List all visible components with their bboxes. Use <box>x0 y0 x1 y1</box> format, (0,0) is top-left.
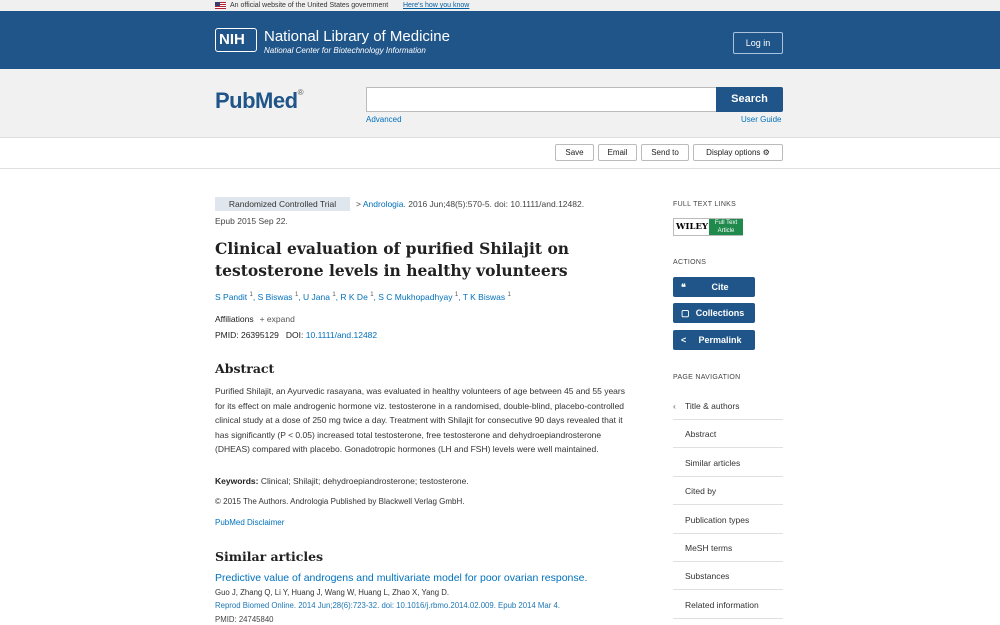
nav-substances[interactable] <box>673 562 783 590</box>
author-link[interactable]: S Pandit <box>215 292 248 302</box>
user-guide-link[interactable]: User Guide <box>741 115 782 124</box>
expand-affiliations[interactable]: + expand <box>259 314 295 324</box>
advanced-search-link[interactable]: Advanced <box>366 115 402 124</box>
login-button[interactable]: Log in <box>733 32 783 54</box>
doi-link[interactable]: 10.1111/and.12482 <box>305 330 378 340</box>
chevron-left-icon: ‹ <box>673 401 676 411</box>
copyright-notice: © 2015 The Authors. Andrologia Published by Blackwell Verlag GmbH. <box>215 497 465 506</box>
display-options-button[interactable] <box>693 144 783 161</box>
search-input[interactable] <box>366 87 717 112</box>
wiley-full-text-link[interactable] <box>673 218 743 236</box>
author-link[interactable]: T K Biswas <box>462 292 506 302</box>
affiliations-label: Affiliations <box>215 314 254 324</box>
nav-label: Substances <box>685 571 730 581</box>
nav-publication-types[interactable] <box>673 506 783 534</box>
nlm-title[interactable]: National Library of Medicine <box>264 28 450 45</box>
full-text-article-label: Full Text Article <box>709 219 743 235</box>
citation-text: 2016 Jun;48(5):570-5. doi: 10.1111/and.12482. <box>408 199 585 209</box>
actions-label: ACTIONS <box>673 259 707 266</box>
email-button[interactable]: Email <box>598 144 637 161</box>
how-you-know-link[interactable]: Here's how you know <box>403 2 470 9</box>
similar-article-authors: Guo J, Zhang Q, Li Y, Huang J, Wang W, Huang L, Zhao X, Yang D. <box>215 588 450 597</box>
nav-cited-by[interactable] <box>673 477 783 505</box>
nav-label: Related information <box>685 600 759 610</box>
nav-label: MeSH terms <box>685 543 733 553</box>
gov-banner-text: An official website of the United States government <box>230 2 389 9</box>
journal-link[interactable]: Andrologia. <box>362 199 406 209</box>
save-button[interactable]: Save <box>555 144 594 161</box>
gov-banner <box>0 0 1000 11</box>
full-text-links-label: FULL TEXT LINKS <box>673 201 737 208</box>
display-options-label: Display options <box>706 148 761 157</box>
publication-type-badge[interactable]: Randomized Controlled Trial <box>215 197 350 211</box>
search-band <box>0 69 1000 138</box>
affiliations-toggle[interactable] <box>215 314 295 324</box>
wiley-logo: WILEY <box>676 222 709 232</box>
cite-label: Cite <box>711 282 729 292</box>
affiliation-marker[interactable]: 1 <box>294 292 299 299</box>
gear-icon: ⚙ <box>762 148 770 157</box>
pubmed-logo-text: PubMed <box>215 88 298 113</box>
search-button[interactable]: Search <box>716 87 783 112</box>
bookmark-icon: ▢ <box>681 308 690 318</box>
affiliation-marker[interactable]: 1 <box>370 292 374 299</box>
affiliation-marker[interactable]: 1 <box>332 292 336 299</box>
pmid: PMID: 26395129 <box>215 330 279 340</box>
collections-label: Collections <box>695 308 745 318</box>
nav-title-authors[interactable] <box>673 392 783 420</box>
author-link[interactable]: U Jana <box>303 292 330 302</box>
send-to-button[interactable]: Send to <box>641 144 689 161</box>
affiliation-marker[interactable]: 1 <box>454 292 459 299</box>
pubmed-logo[interactable] <box>215 88 303 114</box>
author-link[interactable]: S Biswas <box>257 292 293 302</box>
affiliation-marker[interactable]: 1 <box>249 292 253 299</box>
quote-icon: ❝ <box>681 282 686 292</box>
identifiers-line <box>215 330 377 340</box>
registered-mark: ® <box>297 88 303 97</box>
page-navigation-label: PAGE NAVIGATION <box>673 374 741 381</box>
author-link[interactable]: R K De <box>340 292 368 302</box>
nav-label: Abstract <box>685 429 717 439</box>
permalink-button[interactable] <box>673 330 755 350</box>
keywords <box>215 476 469 486</box>
nav-label: Similar articles <box>685 458 741 468</box>
keywords-label: Keywords: <box>215 476 259 486</box>
nav-mesh-terms[interactable] <box>673 534 783 562</box>
citation-line <box>356 199 584 209</box>
doi-label: DOI: <box>285 330 304 340</box>
similar-articles-heading: Similar articles <box>215 549 324 564</box>
abstract-text: Purified Shilajit, an Ayurvedic rasayana, was evaluated in healthy volunteers of age between 45 and 55 years for its effect on male androgenic hormone viz. testosterone in a randomised, double-blind, placebo-controlled clinical study at a dose of 250 mg twice a day. Treatment with Shilajit for consecutive 90 days revealed that it has significantly (P < 0.05) increased total testosterone, free testosterone and dehydroepiandrosterone (DHEAS) compared with placebo. Gonadotropic hormones (LH and FSH) levels were well maintained. <box>215 386 625 454</box>
nav-abstract[interactable] <box>673 420 783 448</box>
nav-label: Cited by <box>685 486 717 496</box>
nih-header <box>0 11 1000 69</box>
nav-label: Title & authors <box>685 401 740 411</box>
ncbi-subtitle: National Center for Biotechnology Information <box>264 46 426 55</box>
author-link[interactable]: S C Mukhopadhyay <box>378 292 453 302</box>
affiliation-marker[interactable]: 1 <box>507 292 511 299</box>
abstract-heading: Abstract <box>215 361 275 376</box>
similar-article-pmid: PMID: 24745840 <box>215 615 274 624</box>
pubmed-disclaimer-link[interactable]: PubMed Disclaimer <box>215 518 285 527</box>
author-list: S Pandit $^1$, S Biswas $^1$, U Jana $^1$, R K De $^1$, S C Mukhopadhyay $^1$, T K Biswas $^1$ <box>215 292 511 302</box>
nih-logo[interactable]: NIH <box>215 28 257 52</box>
cite-button[interactable] <box>673 277 755 297</box>
article-toolbar <box>0 137 1000 169</box>
share-icon: < <box>681 335 687 345</box>
article-title: Clinical evaluation of purified Shilajit on testosterone levels in healthy volunteers <box>215 239 570 280</box>
epub-date: Epub 2015 Sep 22. <box>215 216 288 226</box>
chevron-right-icon: > <box>356 199 361 209</box>
nav-related-information[interactable] <box>673 591 783 619</box>
nav-label: Publication types <box>685 515 750 525</box>
permalink-label: Permalink <box>698 335 742 345</box>
similar-article-journal: Reprod Biomed Online. 2014 Jun;28(6):723-32. doi: 10.1016/j.rbmo.2014.02.009. Epub 2014 Mar 4. <box>215 601 561 610</box>
us-flag-icon <box>215 2 226 9</box>
nav-similar-articles[interactable] <box>673 449 783 477</box>
collections-button[interactable] <box>673 303 755 323</box>
keywords-values: Clinical; Shilajit; dehydroepiandrosterone; testosterone. <box>260 476 469 486</box>
similar-article-title-link[interactable]: Predictive value of androgens and multivariate model for poor ovarian response. <box>215 572 588 584</box>
